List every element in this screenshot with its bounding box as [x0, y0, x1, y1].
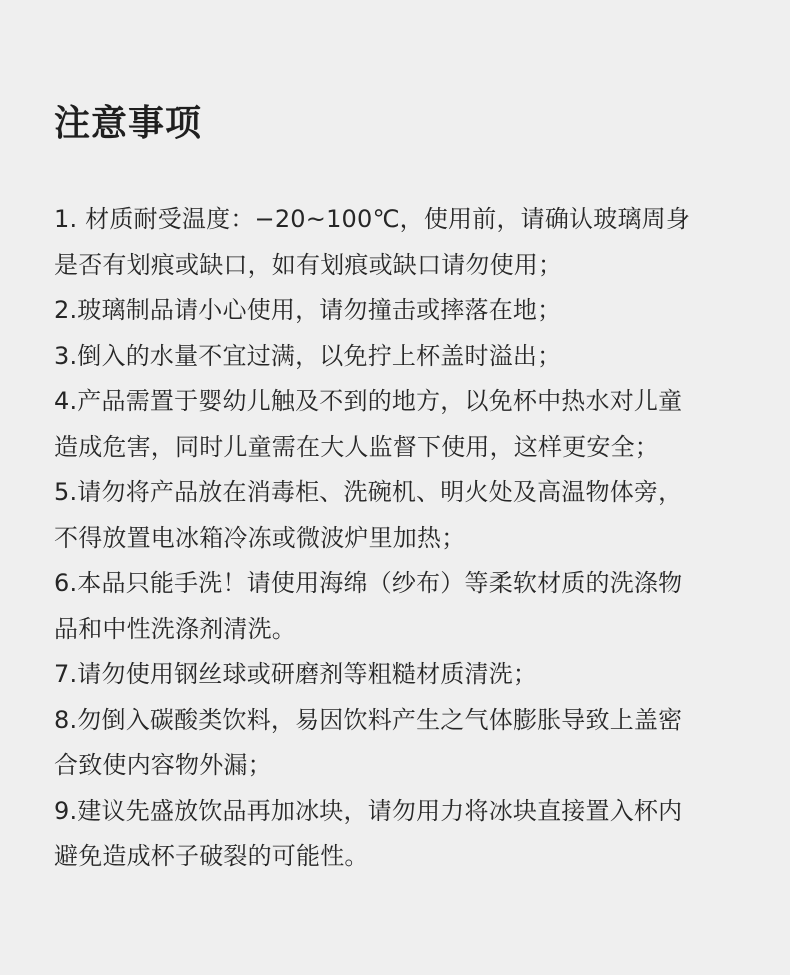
- notes-list: [54, 197, 754, 880]
- note-line: 品和中性洗涤剂清洗。: [54, 614, 296, 643]
- note-line: 合致使内容物外漏；: [54, 751, 272, 779]
- note-line: 不得放置电冰箱冷冻或微波炉里加热；: [54, 523, 466, 552]
- note-line: 9.建议先盛放饮品再加冰块，请勿用力将冰块直接置入杯内: [54, 796, 683, 825]
- note-line: 造成危害，同时儿童需在大人监督下使用，这样更安全；: [54, 432, 659, 461]
- note-line: 7.请勿使用钢丝球或研磨剂等粗糙材质清洗；: [54, 660, 538, 688]
- note-line: 2.玻璃制品请小心使用，请勿撞击或摔落在地；: [54, 296, 562, 324]
- note-line: 1. 材质耐受温度：−20~100℃，使用前，请确认玻璃周身: [54, 205, 691, 233]
- page-title: 注意事项: [54, 103, 203, 144]
- note-line: 8.勿倒入碳酸类饮料，易因饮料产生之气体膨胀导致上盖密: [54, 705, 683, 734]
- note-line: 6.本品只能手洗！请使用海绵（纱布）等柔软材质的洗涤物: [54, 569, 683, 597]
- note-line: 是否有划痕或缺口，如有划痕或缺口请勿使用；: [54, 250, 563, 279]
- note-line: 5.请勿将产品放在消毒柜、洗碗机、明火处及高温物体旁，: [54, 478, 683, 506]
- note-line: 3.倒入的水量不宜过满，以免拧上杯盖时溢出；: [54, 341, 562, 370]
- note-line: 4.产品需置于婴幼儿触及不到的地方，以免杯中热水对儿童: [54, 387, 683, 415]
- note-line: 避免造成杯子破裂的可能性。: [54, 842, 369, 870]
